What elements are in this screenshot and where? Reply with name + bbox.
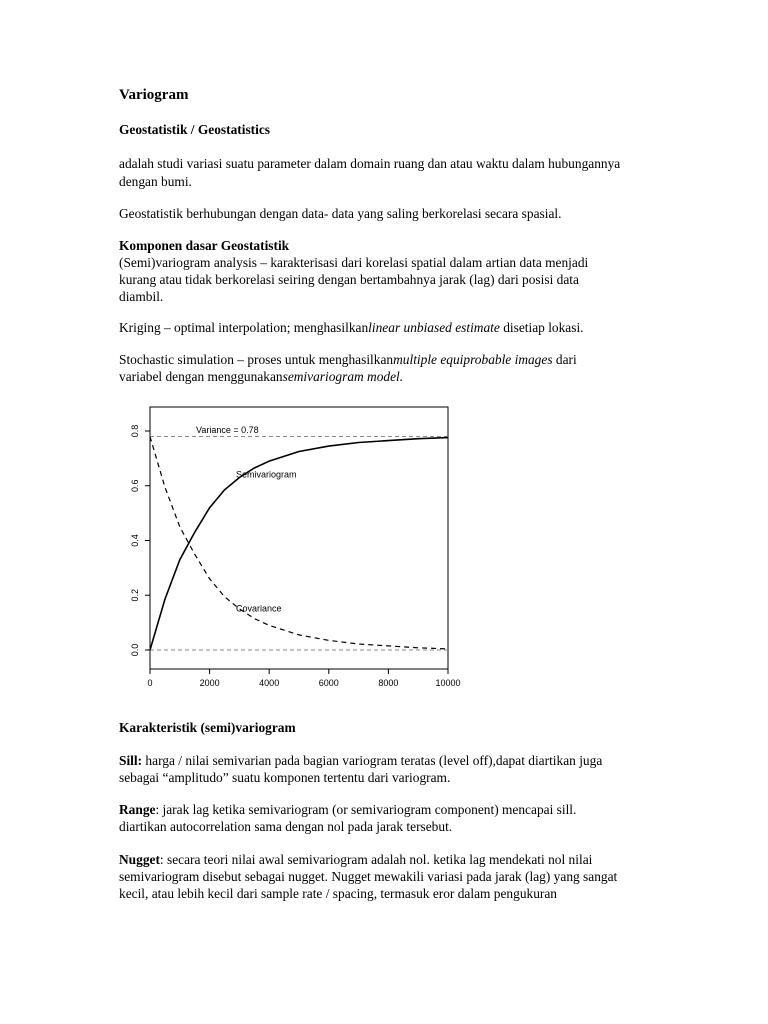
semivariogram-line-2: kurang atau tidak berkorelasi seiring dengan bertambahnya jarak (lag) dari posisi data [119, 272, 579, 287]
kriging-italic: linear unbiased estimate [368, 320, 500, 335]
stochastic-italic-2: semivariogram model. [282, 369, 404, 384]
nugget-line-3: kecil, atau lebih kecil dari sample rate / spacing, termasuk eror dalam pengukuran [119, 886, 558, 901]
correlation-paragraph: Geostatistik berhubungan dengan data- data yang saling berkorelasi secara spasial. [119, 206, 562, 221]
stochastic-italic: multiple equiprobable images [393, 352, 553, 367]
plot-frame [150, 407, 448, 669]
page-title: Variogram [119, 87, 189, 103]
annotation-covariance: Covariance [236, 603, 282, 614]
x-tick-label-2: 4000 [259, 678, 280, 688]
kriging-text: Kriging – optimal interpolation; menghasilkan [119, 320, 369, 335]
nugget-label: Nugget [119, 852, 160, 867]
y-tick-label-1: 0.2 [130, 588, 140, 602]
y-tick-label-2: 0.4 [130, 534, 140, 547]
series-line-covariance [150, 437, 448, 649]
sill-line-2: sebagai “amplitudo” suatu komponen tertentu dari variogram. [119, 770, 451, 785]
x-tick-label-1: 2000 [199, 678, 220, 688]
subtitle: Geostatistik / Geostatistics [119, 122, 270, 137]
sill-label: Sill: [119, 753, 143, 768]
range-line-2: diartikan autocorrelation sama dengan nol pada jarak tersebut. [119, 819, 453, 834]
nugget-text: : secara teori nilai awal semivariogram adalah nol. ketika lag mendekati nol nilai [159, 852, 593, 867]
stochastic-line-2 [119, 367, 403, 386]
x-tick-label-3: 6000 [318, 678, 339, 688]
stochastic-tail: dari [552, 352, 577, 367]
x-tick-label-0: 0 [147, 678, 153, 688]
x-tick-label-5: 10000 [435, 678, 461, 688]
nugget-line-2: semivariogram disebut sebagai nugget. Nugget mewakili variasi pada jarak (lag) yang sangat [119, 869, 618, 884]
kriging-tail: disetiap lokasi. [499, 320, 584, 335]
annotation-semivariogram: Semivariogram [236, 469, 297, 480]
komponen-heading: Komponen dasar Geostatistik [119, 238, 290, 253]
stochastic-text-2: variabel dengan menggunakan [119, 369, 283, 384]
intro-line-2: dengan bumi. [119, 174, 192, 189]
series-line-semivariogram [150, 438, 448, 650]
semivariogram-line-1: (Semi)variogram analysis – karakterisasi dari korelasi spatial dalam artian data menjadi [119, 255, 589, 270]
semivariogram-line-3: diambil. [119, 289, 164, 304]
karakteristik-heading: Karakteristik (semi)variogram [119, 720, 296, 735]
y-tick-label-4: 0.8 [130, 424, 140, 438]
y-tick-label-3: 0.6 [130, 479, 140, 493]
sill-text: harga / nilai semivarian pada bagian variogram teratas (level off),dapat diartikan juga [142, 753, 603, 768]
range-text: : jarak lag ketika semivariogram (or semivariogram component) mencapai sill. [155, 802, 577, 817]
y-tick-label-0: 0.0 [130, 643, 140, 657]
intro-line-1: adalah studi variasi suatu parameter dalam domain ruang dan atau waktu dalam hubungannya [119, 156, 621, 171]
kriging-paragraph [119, 318, 584, 337]
x-tick-label-4: 8000 [378, 678, 399, 688]
annotation-variance: Variance = 0.78 [196, 425, 259, 435]
range-label: Range [119, 802, 156, 817]
variogram-chart [118, 405, 461, 700]
stochastic-text: Stochastic simulation – proses untuk menghasilkan [119, 352, 394, 367]
